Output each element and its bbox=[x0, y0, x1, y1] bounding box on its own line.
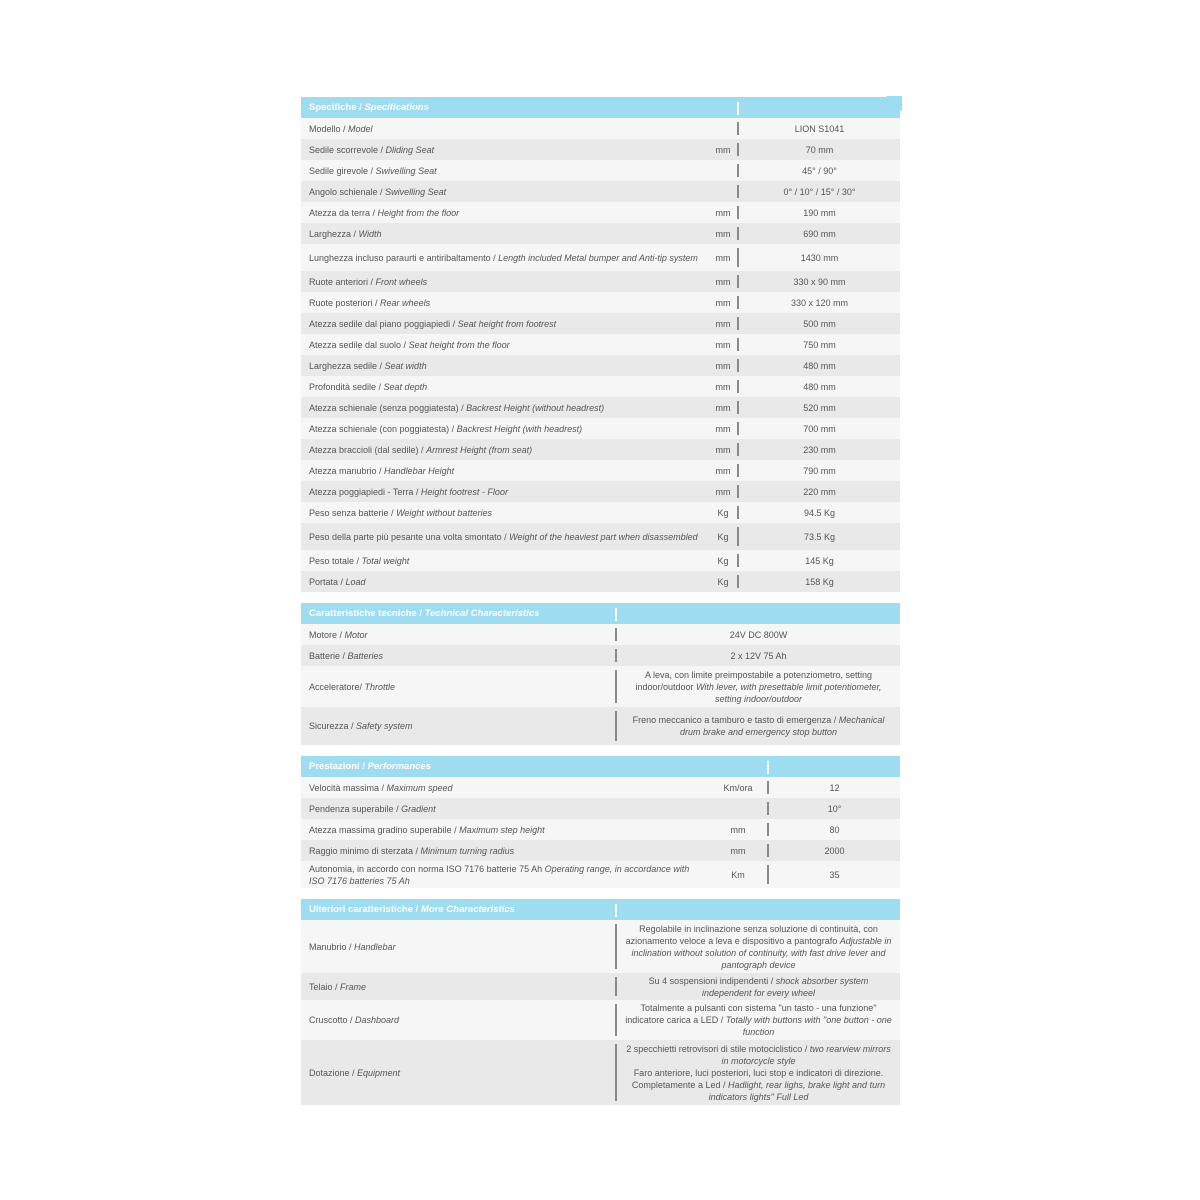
label-en: Weight of the heaviest part when disassembled bbox=[509, 531, 698, 542]
row-label-text bbox=[309, 186, 446, 198]
value-it: Su 4 sospensioni indipendenti / bbox=[648, 975, 774, 986]
row-label bbox=[301, 202, 709, 223]
row-value: 70 mm bbox=[805, 144, 834, 155]
label-en: Swivelling Seat bbox=[375, 165, 437, 176]
table-row bbox=[301, 973, 900, 1000]
row-label-text bbox=[309, 297, 430, 309]
table-row bbox=[301, 707, 900, 745]
row-value: LION S1041 bbox=[794, 123, 845, 134]
header-title-it: Caratteristiche tecniche / bbox=[309, 608, 422, 619]
table-row bbox=[301, 460, 900, 481]
row-label bbox=[301, 1040, 615, 1105]
table-row bbox=[301, 666, 900, 707]
label-it: Batterie / bbox=[309, 650, 348, 661]
row-value: 80 bbox=[829, 824, 840, 835]
label-it: Dotazione / bbox=[309, 1067, 358, 1078]
value-it-2: Faro anteriore, luci posteriori, luci stop e indicatori di direzione. Completamente a Led / bbox=[631, 1067, 884, 1090]
table-row bbox=[301, 271, 900, 292]
row-value-text bbox=[623, 923, 894, 971]
row-label bbox=[301, 523, 709, 550]
label-en: Maximum step height bbox=[459, 824, 545, 835]
label-en: Height from the floor bbox=[377, 207, 460, 218]
label-en: Batteries bbox=[347, 650, 384, 661]
label-en: Front wheels bbox=[375, 276, 428, 287]
label-en: Minimum turning radius bbox=[420, 845, 515, 856]
more-rows bbox=[301, 920, 900, 1105]
row-unit: Km bbox=[731, 869, 745, 880]
table-row bbox=[301, 202, 900, 223]
table-row bbox=[301, 624, 900, 645]
label-en: Seat height from footrest bbox=[457, 318, 557, 329]
label-en: Rear wheels bbox=[380, 297, 431, 308]
row-label-text bbox=[309, 720, 413, 732]
row-value: 35 bbox=[829, 869, 840, 880]
label-en: Maximum speed bbox=[386, 782, 453, 793]
label-it: Sicurezza / bbox=[309, 721, 357, 731]
row-unit: mm bbox=[715, 207, 731, 218]
row-label bbox=[301, 271, 709, 292]
row-label bbox=[301, 397, 709, 418]
label-it: Telaio / bbox=[309, 981, 341, 992]
row-unit: mm bbox=[715, 297, 731, 308]
table-row bbox=[301, 181, 900, 202]
table-row bbox=[301, 481, 900, 502]
table-row bbox=[301, 139, 900, 160]
table-row bbox=[301, 550, 900, 571]
label-it: Manubrio / bbox=[309, 941, 355, 952]
label-en: Dashboard bbox=[355, 1015, 400, 1025]
row-value: 0° / 10° / 15° / 30° bbox=[783, 186, 856, 197]
table-row bbox=[301, 223, 900, 244]
header-title-en: Performances bbox=[367, 761, 431, 772]
header-separator bbox=[737, 102, 739, 115]
specifications-section bbox=[301, 97, 900, 592]
table-row bbox=[301, 118, 900, 139]
row-label-text bbox=[309, 465, 454, 477]
row-value: 94.5 Kg bbox=[803, 507, 836, 518]
value-en: Totally with buttons with "one button - one function bbox=[725, 1015, 892, 1037]
header-title-it: Ulteriori caratteristiche / bbox=[309, 904, 419, 915]
row-unit: Km/ora bbox=[723, 782, 753, 793]
row-label-text bbox=[309, 507, 492, 519]
label-en: Total weight bbox=[361, 555, 410, 566]
row-label-text bbox=[309, 252, 698, 264]
row-value: 1430 mm bbox=[800, 252, 839, 263]
row-label bbox=[301, 973, 615, 1000]
row-label-text bbox=[309, 941, 396, 953]
row-unit bbox=[709, 181, 737, 202]
row-value-text bbox=[623, 1043, 894, 1103]
row-label-text bbox=[309, 576, 366, 588]
row-value: 330 x 120 mm bbox=[790, 297, 849, 308]
row-label bbox=[301, 355, 709, 376]
performance-section bbox=[301, 756, 900, 888]
row-value-text bbox=[623, 669, 894, 705]
label-it: Atezza schienale (con poggiatesta) / bbox=[309, 423, 457, 434]
row-unit: mm bbox=[715, 339, 731, 350]
row-label bbox=[301, 502, 709, 523]
row-unit bbox=[709, 160, 737, 181]
row-label-text bbox=[309, 1067, 400, 1079]
row-unit bbox=[709, 118, 737, 139]
row-label bbox=[301, 223, 709, 244]
row-value: 520 mm bbox=[803, 402, 836, 413]
label-en: Load bbox=[345, 576, 366, 587]
label-it: Lunghezza incluso paraurti e antiribaltamento / bbox=[309, 252, 499, 263]
row-unit: Kg bbox=[717, 576, 729, 587]
value-it: 2 specchietti retrovisori di stile motociclistico / bbox=[626, 1043, 808, 1054]
row-unit: mm bbox=[715, 465, 731, 476]
specifications-header bbox=[301, 97, 900, 118]
label-it: Pendenza superabile / bbox=[309, 803, 402, 814]
label-en: Width bbox=[358, 228, 382, 239]
row-label bbox=[301, 571, 709, 592]
row-value-text bbox=[730, 629, 788, 641]
value-it: 2 x 12V 75 Ah bbox=[730, 650, 787, 661]
row-value: 220 mm bbox=[803, 486, 836, 497]
row-label-text bbox=[309, 207, 459, 219]
value-en: Adjustable in inclination without solution of continuity, with fast drive lever and pantograph device bbox=[631, 935, 892, 970]
technical-header bbox=[301, 603, 900, 624]
row-label-text bbox=[309, 276, 427, 288]
row-label-text bbox=[309, 1014, 399, 1026]
table-row bbox=[301, 1000, 900, 1040]
label-it: Sedile girevole / bbox=[309, 165, 376, 176]
table-row bbox=[301, 376, 900, 397]
row-label-text bbox=[309, 681, 395, 693]
row-unit: mm bbox=[715, 228, 731, 239]
label-en: Seat depth bbox=[383, 381, 428, 392]
row-value bbox=[617, 645, 900, 666]
table-row bbox=[301, 777, 900, 798]
label-it: Ruote anteriori / bbox=[309, 276, 376, 287]
row-label bbox=[301, 244, 709, 271]
table-row bbox=[301, 523, 900, 550]
row-label bbox=[301, 313, 709, 334]
row-value bbox=[617, 666, 900, 707]
row-unit: Kg bbox=[717, 507, 729, 518]
table-row bbox=[301, 920, 900, 973]
row-unit: mm bbox=[715, 318, 731, 329]
label-en: Operating range, in accordance with ISO 7176 batteries 75 Ah bbox=[309, 863, 690, 886]
row-value-text bbox=[623, 714, 894, 738]
row-label bbox=[301, 118, 709, 139]
row-unit: mm bbox=[715, 381, 731, 392]
label-it: Larghezza / bbox=[309, 228, 359, 239]
row-label bbox=[301, 334, 709, 355]
row-value-text bbox=[623, 975, 894, 999]
label-en: Armrest Height (from seat) bbox=[426, 444, 533, 455]
label-it: Atezza sedile dal suolo / bbox=[309, 339, 409, 350]
label-it: Atezza braccioli (dal sedile) / bbox=[309, 444, 427, 455]
row-value: 190 mm bbox=[803, 207, 836, 218]
table-row bbox=[301, 397, 900, 418]
header-separator bbox=[615, 904, 617, 917]
table-row bbox=[301, 313, 900, 334]
header-title-en: Specifications bbox=[364, 102, 429, 113]
row-label bbox=[301, 777, 709, 798]
header-separator bbox=[615, 608, 617, 621]
label-en: Handlebar bbox=[354, 941, 396, 952]
row-label bbox=[301, 624, 615, 645]
row-label-text bbox=[309, 486, 508, 498]
label-it: Larghezza sedile / bbox=[309, 360, 385, 371]
table-row bbox=[301, 160, 900, 181]
technical-rows bbox=[301, 624, 900, 745]
performance-rows bbox=[301, 777, 900, 888]
technical-section bbox=[301, 603, 900, 745]
header-title-it: Specifiche / bbox=[309, 102, 362, 113]
value-en: two rearview mirrors in motorcycle style bbox=[721, 1043, 891, 1066]
row-value: 750 mm bbox=[803, 339, 836, 350]
more-header bbox=[301, 899, 900, 920]
row-label-text bbox=[309, 318, 556, 330]
row-unit: mm bbox=[715, 486, 731, 497]
label-en: Frame bbox=[340, 981, 367, 992]
label-en: Handlebar Height bbox=[384, 465, 455, 476]
row-label-text bbox=[309, 339, 510, 351]
row-value bbox=[617, 920, 900, 973]
label-it: Atezza poggiapiedi - Terra / bbox=[309, 486, 421, 497]
label-en: Height footrest - Floor bbox=[420, 486, 508, 497]
label-en: Throttle bbox=[364, 681, 396, 692]
label-it: Atezza manubrio / bbox=[309, 465, 385, 476]
row-label bbox=[301, 550, 709, 571]
row-unit: mm bbox=[715, 402, 731, 413]
row-value: 480 mm bbox=[803, 381, 836, 392]
value-it: Regolabile in inclinazione senza soluzione di continuità, con azionamento veloce a leva e dispositivo a pantografo bbox=[625, 923, 878, 946]
row-label-text bbox=[309, 629, 368, 641]
value-en: Mechanical drum brake and emergency stop button bbox=[679, 715, 885, 737]
row-label bbox=[301, 819, 709, 840]
label-it: Atezza sedile dal piano poggiapiedi / bbox=[309, 318, 458, 329]
row-value-text bbox=[730, 650, 786, 662]
value-it: 24V DC 800W bbox=[729, 629, 788, 640]
label-it: Angolo schienale / bbox=[309, 186, 386, 197]
row-label-text bbox=[309, 845, 514, 857]
label-it: Motore / bbox=[309, 629, 345, 640]
value-it: Freno meccanico a tamburo e tasto di emergenza / bbox=[632, 715, 837, 725]
row-label-text bbox=[309, 165, 437, 177]
table-row bbox=[301, 840, 900, 861]
label-it: Raggio minimo di sterzata / bbox=[309, 845, 421, 856]
row-value bbox=[617, 973, 900, 1000]
row-label bbox=[301, 1000, 615, 1040]
label-en: Seat height from the floor bbox=[408, 339, 510, 350]
row-unit: mm bbox=[715, 444, 731, 455]
row-unit: mm bbox=[715, 276, 731, 287]
row-label bbox=[301, 481, 709, 502]
row-value: 700 mm bbox=[803, 423, 836, 434]
row-label-text bbox=[309, 803, 436, 815]
label-en: Model bbox=[348, 123, 373, 134]
label-it: Peso totale / bbox=[309, 555, 362, 566]
table-row bbox=[301, 645, 900, 666]
table-row bbox=[301, 292, 900, 313]
row-value: 12 bbox=[829, 782, 840, 793]
row-value: 45° / 90° bbox=[802, 165, 837, 176]
label-en: Motor bbox=[344, 629, 368, 640]
row-unit: mm bbox=[715, 252, 731, 263]
row-label bbox=[301, 160, 709, 181]
more-section bbox=[301, 899, 900, 1105]
row-label bbox=[301, 645, 615, 666]
row-value: 330 x 90 mm bbox=[793, 276, 846, 287]
header-title-it: Prestazioni / bbox=[309, 761, 365, 772]
table-row bbox=[301, 334, 900, 355]
header-title-en: More Characteristics bbox=[420, 904, 515, 915]
row-label bbox=[301, 707, 615, 745]
table-row bbox=[301, 798, 900, 819]
row-label-text bbox=[309, 123, 373, 135]
header-title-en: Technical Characteristics bbox=[424, 608, 540, 619]
row-label bbox=[301, 181, 709, 202]
label-it: Autonomia, in accordo con norma ISO 7176 batterie 75 Ah bbox=[309, 863, 545, 874]
label-it: Peso della parte più pesante una volta smontato / bbox=[309, 531, 510, 542]
row-label bbox=[301, 460, 709, 481]
row-value: 2000 bbox=[824, 845, 845, 856]
row-label bbox=[301, 439, 709, 460]
row-label bbox=[301, 798, 709, 819]
row-unit: mm bbox=[730, 824, 746, 835]
row-value bbox=[617, 624, 900, 645]
label-it: Portata / bbox=[309, 576, 346, 587]
row-value: 230 mm bbox=[803, 444, 836, 455]
row-label-text bbox=[309, 863, 701, 887]
label-en: Length included Metal bumper and Anti-tip system bbox=[498, 252, 698, 263]
label-en: Backrest Height (with headrest) bbox=[456, 423, 583, 434]
table-row bbox=[301, 418, 900, 439]
value-en: shock absorber system independent for every wheel bbox=[701, 975, 869, 998]
row-value: 500 mm bbox=[803, 318, 836, 329]
label-it: Atezza massima gradino superabile / bbox=[309, 824, 460, 835]
row-value: 73.5 Kg bbox=[803, 531, 836, 542]
label-it: Peso senza batterie / bbox=[309, 507, 397, 518]
row-unit: mm bbox=[730, 845, 746, 856]
specifications-rows bbox=[301, 118, 900, 592]
row-value: 145 Kg bbox=[805, 555, 834, 566]
label-it: Atezza schienale (senza poggiatesta) / bbox=[309, 402, 467, 413]
row-label bbox=[301, 840, 709, 861]
label-en: Dliding Seat bbox=[385, 144, 435, 155]
row-value bbox=[617, 1040, 900, 1105]
table-row bbox=[301, 355, 900, 376]
label-it: Sedile scorrevole / bbox=[309, 144, 386, 155]
label-it: Acceleratore/ bbox=[309, 681, 365, 692]
table-row bbox=[301, 244, 900, 271]
row-value: 480 mm bbox=[803, 360, 836, 371]
row-value: 790 mm bbox=[803, 465, 836, 476]
row-unit bbox=[709, 798, 767, 819]
row-label bbox=[301, 292, 709, 313]
row-label-text bbox=[309, 423, 582, 435]
row-label bbox=[301, 920, 615, 973]
header-separator bbox=[767, 761, 769, 774]
row-label-text bbox=[309, 228, 381, 240]
label-it: Modello / bbox=[309, 123, 349, 134]
row-label bbox=[301, 666, 615, 707]
value-en-2: Hadlight, rear lighs, brake light and turn indicators lights" Full Led bbox=[708, 1079, 886, 1102]
row-unit: mm bbox=[715, 360, 731, 371]
label-en: Gradient bbox=[401, 803, 436, 814]
table-row bbox=[301, 861, 900, 888]
label-it: Profondità sedile / bbox=[309, 381, 384, 392]
row-label-text bbox=[309, 144, 434, 156]
row-label-text bbox=[309, 402, 604, 414]
performance-header bbox=[301, 756, 900, 777]
table-row bbox=[301, 502, 900, 523]
row-label bbox=[301, 376, 709, 397]
row-value-text bbox=[623, 1002, 894, 1038]
label-it: Ruote posteriori / bbox=[309, 297, 381, 308]
table-row bbox=[301, 1040, 900, 1105]
row-value bbox=[617, 707, 900, 745]
value-it: Totalmente a pulsanti con sistema "un tasto - una funzione" indicatore carica a LED / bbox=[625, 1003, 877, 1025]
row-label-text bbox=[309, 531, 698, 543]
table-row bbox=[301, 571, 900, 592]
spec-sheet bbox=[301, 97, 900, 1116]
row-label-text bbox=[309, 381, 427, 393]
table-row bbox=[301, 439, 900, 460]
row-label-text bbox=[309, 650, 383, 662]
row-value bbox=[617, 1000, 900, 1040]
value-it: A leva, con limite preimpostabile a potenziometro, setting indoor/outdoor bbox=[635, 669, 873, 692]
row-value: 690 mm bbox=[803, 228, 836, 239]
row-label bbox=[301, 861, 709, 888]
row-label-text bbox=[309, 824, 545, 836]
row-unit: Kg bbox=[717, 555, 729, 566]
row-label-text bbox=[309, 444, 532, 456]
label-en: Seat width bbox=[384, 360, 427, 371]
row-label-text bbox=[309, 782, 453, 794]
row-label bbox=[301, 418, 709, 439]
label-en: Safety system bbox=[356, 721, 413, 731]
label-it: Cruscotto / bbox=[309, 1015, 356, 1025]
row-unit: mm bbox=[715, 423, 731, 434]
label-en: Weight without batteries bbox=[396, 507, 492, 518]
row-value: 10° bbox=[827, 803, 842, 814]
row-unit: Kg bbox=[717, 531, 729, 542]
row-label-text bbox=[309, 360, 427, 372]
label-en: Backrest Height (without headrest) bbox=[466, 402, 605, 413]
label-it: Velocità massima / bbox=[309, 782, 387, 793]
label-it: Atezza da terra / bbox=[309, 207, 378, 218]
label-en: Equipment bbox=[357, 1067, 401, 1078]
value-en: With lever, with presettable limit potentiometer, setting indoor/outdoor bbox=[696, 681, 882, 704]
table-row bbox=[301, 819, 900, 840]
row-label-text bbox=[309, 555, 409, 567]
label-en: Swivelling Seat bbox=[385, 186, 447, 197]
row-label bbox=[301, 139, 709, 160]
row-unit: mm bbox=[715, 144, 731, 155]
row-value: 158 Kg bbox=[805, 576, 834, 587]
row-label-text bbox=[309, 981, 366, 993]
